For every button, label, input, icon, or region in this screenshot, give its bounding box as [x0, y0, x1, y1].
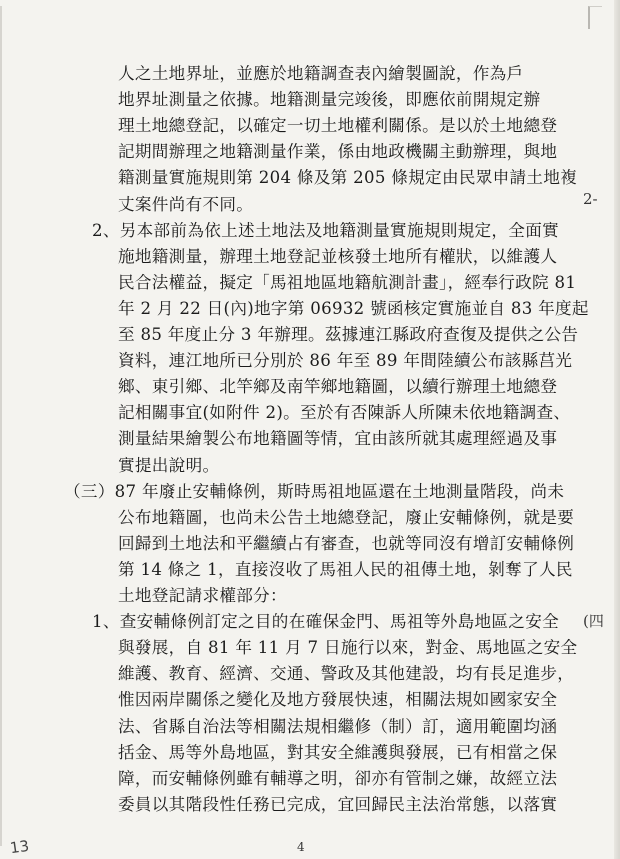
- text-line: 括金、馬等外島地區，對其安全維護與發展，已有相當之保: [118, 742, 558, 762]
- text-line: 維護、教育、經濟、交通、警政及其他建設，均有長足進步，: [118, 664, 575, 684]
- text-line: 至 85 年度止分 3 年辦理。茲據連江縣政府查復及提供之公告: [118, 325, 579, 344]
- text-line: 資料，連江地所已分別於 86 年至 89 年間陸續公布該縣莒光: [118, 351, 573, 371]
- text-line: 施地籍測量，辦理土地登記並核發土地所有權狀，以維護人: [118, 246, 558, 266]
- text-line: 委員以其階段性任務已完成，宜回歸民主法治常態，以落實: [118, 794, 558, 814]
- text-line: 丈案件尚有不同。: [118, 194, 254, 214]
- handwritten-note: 13: [8, 836, 31, 858]
- text-line: 2、另本部前為依上述土地法及地籍測量實施規則規定，全面實: [92, 220, 559, 240]
- text-line: 障，而安輔條例雖有輔導之明，卻亦有管制之嫌，故經立法: [118, 768, 558, 788]
- text-line: 記相關事宜(如附件 2)。至於有否陳訴人所陳未依地籍調查、: [118, 403, 571, 423]
- margin-note-right: 2-: [583, 190, 598, 208]
- text-line: （三）87 年廢止安輔條例，斯時馬祖地區還在土地測量階段，尚未: [64, 481, 565, 501]
- text-line: 記期間辦理之地籍測量作業，係由地政機關主動辦理，與地: [118, 142, 558, 162]
- text-line: 籍測量實施規則第 204 條及第 205 條規定由民眾申請土地複: [118, 168, 578, 188]
- text-line: 土地登記請求權部分：: [118, 586, 287, 605]
- text-line: 惟因兩岸關係之變化及地方發展快速，相關法規如國家安全: [118, 690, 558, 710]
- page-number: 4: [297, 840, 305, 854]
- margin-note-right: (四: [583, 612, 604, 630]
- text-line: 公布地籍圖，也尚未公告土地總登記，廢止安輔條例，就是要: [118, 507, 575, 527]
- text-line: 理土地總登記，以確定一切土地權利關係。是以於土地總登: [118, 116, 558, 136]
- text-line: 第 14 條之 1，直接沒收了馬祖人民的祖傳土地，剝奪了人民: [118, 559, 573, 579]
- text-line: 法、省縣自治法等相關法規相繼修（制）訂，適用範圍均涵: [118, 716, 558, 736]
- text-line: 民合法權益，擬定「馬祖地區地籍航測計畫」，經奉行政院 81: [118, 272, 577, 292]
- text-line: 地界址測量之依據。地籍測量完竣後，即應依前開規定辦: [118, 90, 541, 110]
- text-line: 人之土地界址，並應於地籍調查表內繪製圖說，作為戶: [118, 64, 524, 83]
- text-line: 測量結果繪製公布地籍圖等情，宜由該所就其處理經過及事: [118, 429, 558, 449]
- text-line: 年 2 月 22 日(內)地字第 06932 號函核定實施並自 83 年度起: [118, 298, 589, 318]
- text-line: 實提出說明。: [118, 455, 220, 475]
- text-line: 1、查安輔條例訂定之目的在確保金門、馬祖等外島地區之安全: [92, 612, 559, 632]
- text-line: 鄉、東引鄉、北竿鄉及南竿鄉地籍圖，以續行辦理土地總登: [118, 377, 558, 397]
- text-line: 與發展，自 81 年 11 月 7 日施行以來，對金、馬地區之安全: [118, 638, 578, 658]
- text-line: 回歸到土地法和平繼續占有審查，也就等同沒有增訂安輔條例: [118, 533, 575, 553]
